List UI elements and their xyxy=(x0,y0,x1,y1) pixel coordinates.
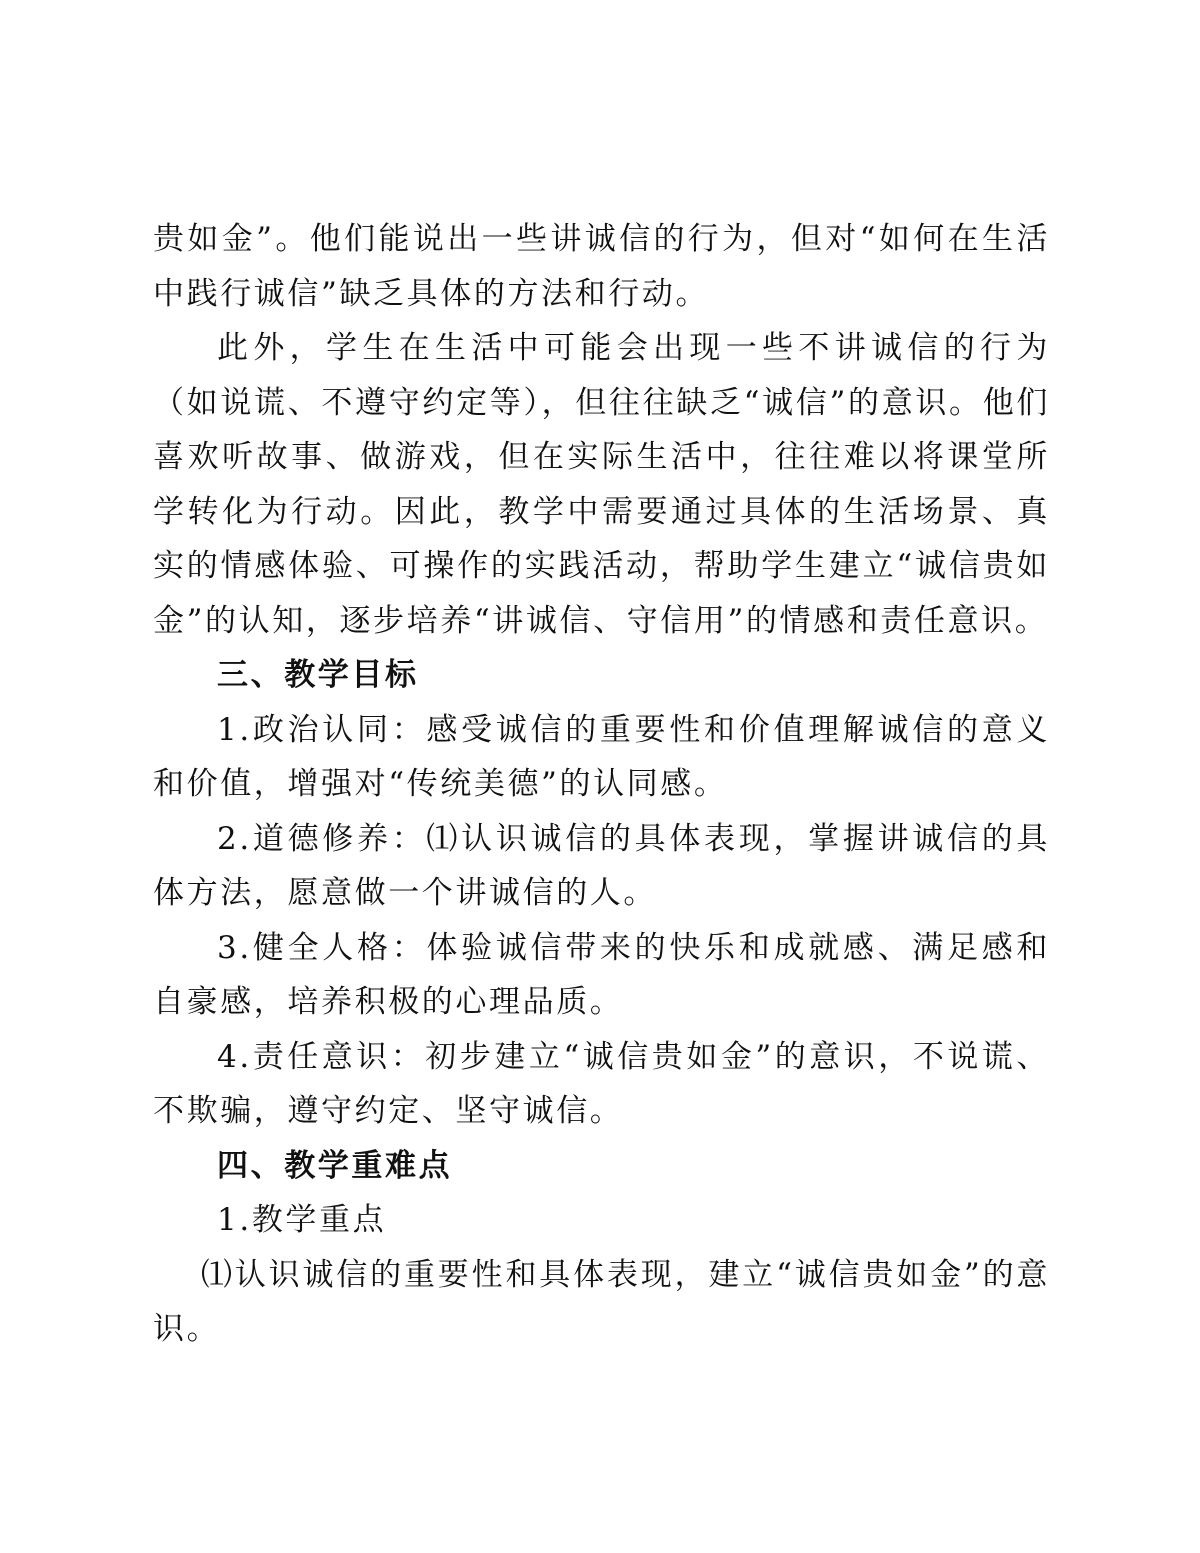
paragraph-continued: 贵如金”。他们能说出一些讲诚信的行为，但对“如何在生活中践行诚信”缺乏具体的方法和行动。 xyxy=(153,221,1050,312)
focus-item-1: ⑴认识诚信的重要性和具体表现，建立“诚信贵如金”的意识。 xyxy=(153,1256,1050,1347)
document-page xyxy=(153,212,1050,1357)
subheading-teaching-focus: 1.教学重点 xyxy=(217,1202,387,1238)
paragraph-student-analysis: 此外，学生在生活中可能会出现一些不讲诚信的行为（如说谎、不遵守约定等），但往往缺乏“诚信”的意识。他们喜欢听故事、做游戏，但在实际生活中，往往难以将课堂所学转化为行动。因此，教学中需要通过具体的生活场景、真实的情感体验、可操作的实践活动，帮助学生建立“诚信贵如金”的认知，逐步培养“讲诚信、守信用”的情感和责任意识。 xyxy=(153,330,1050,639)
goal-item-4: 4.责任意识：初步建立“诚信贵如金”的意识，不说谎、不欺骗，遵守约定、坚守诚信。 xyxy=(153,1038,1050,1129)
goal-item-2: 2.道德修养：⑴认识诚信的具体表现，掌握讲诚信的具体方法，愿意做一个讲诚信的人。 xyxy=(153,820,1050,911)
goal-item-1: 1.政治认同：感受诚信的重要性和价值理解诚信的意义和价值，增强对“传统美德”的认同感。 xyxy=(153,711,1050,802)
goal-item-3: 3.健全人格：体验诚信带来的快乐和成就感、满足感和自豪感，培养积极的心理品质。 xyxy=(153,929,1050,1020)
section-heading-teaching-goals: 三、教学目标 xyxy=(217,657,419,693)
section-heading-key-points: 四、教学重难点 xyxy=(217,1147,453,1184)
